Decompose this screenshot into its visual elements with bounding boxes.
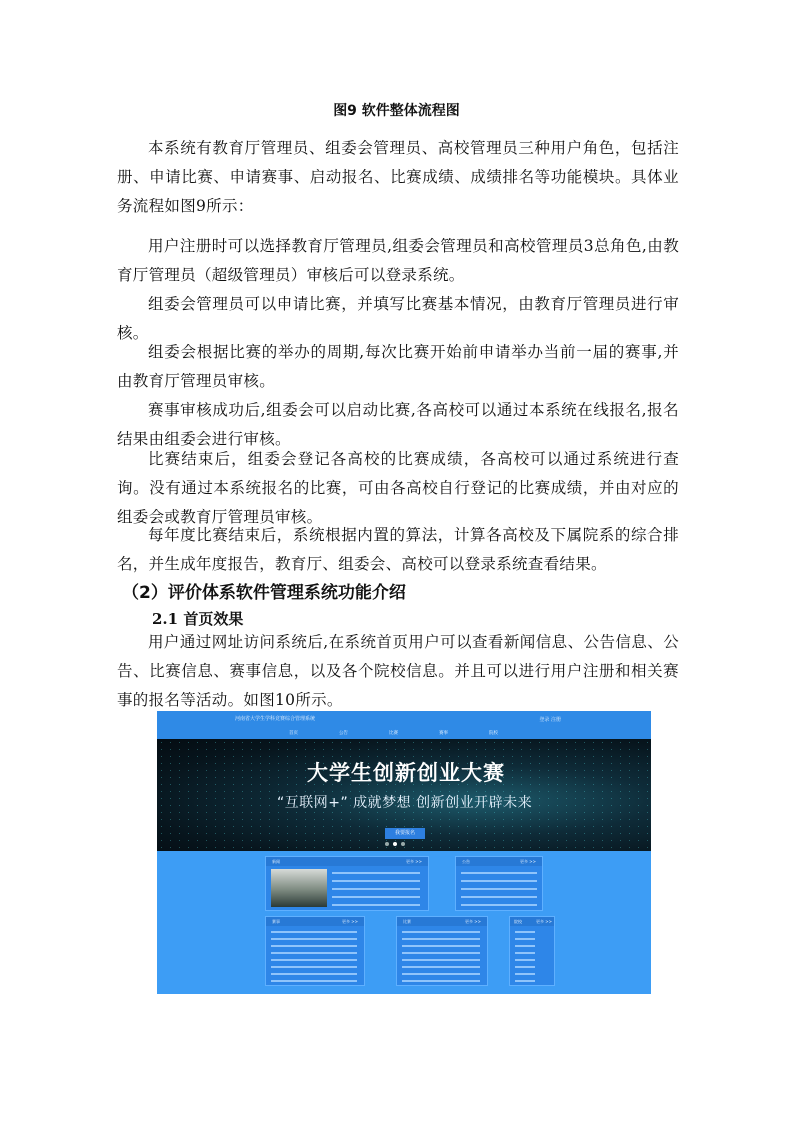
- banner-subtitle: “互联网+” 成就梦想 创新创业开辟未来: [277, 795, 533, 811]
- panel-title: 赛事: [272, 919, 280, 924]
- list-item[interactable]: [271, 959, 357, 961]
- more-link[interactable]: 更多 >>: [465, 919, 481, 924]
- list-item[interactable]: [515, 959, 535, 961]
- list-item[interactable]: [402, 945, 480, 947]
- list-item[interactable]: [515, 980, 535, 982]
- list-item[interactable]: [515, 952, 535, 954]
- list-item[interactable]: [515, 931, 535, 933]
- list-item[interactable]: [332, 896, 420, 898]
- hero-banner: [157, 739, 651, 851]
- carousel-dot[interactable]: [393, 842, 397, 846]
- list-item[interactable]: [271, 945, 357, 947]
- list-item[interactable]: [402, 980, 480, 982]
- list-item[interactable]: [515, 945, 535, 947]
- list-item[interactable]: [271, 973, 357, 975]
- paragraph-homepage: 用户通过网址访问系统后,在系统首页用户可以查看新闻信息、公告信息、公告、比赛信息、赛事信息，以及各个院校信息。并且可以进行用户注册和相关赛事的报名等活动。如图10所示。: [117, 633, 679, 709]
- list-item[interactable]: [402, 973, 480, 975]
- news-panel: [265, 856, 429, 911]
- site-nav: [157, 730, 651, 739]
- list-item[interactable]: [332, 880, 420, 882]
- news-photo[interactable]: [271, 869, 327, 907]
- list-item[interactable]: [402, 959, 480, 961]
- carousel-dot[interactable]: [385, 842, 389, 846]
- paragraph-apply-event: 组委会根据比赛的举办的周期,每次比赛开始前申请举办当前一届的赛事,并由教育厅管理员审核。: [117, 343, 679, 390]
- login-register-links[interactable]: 登录 注册: [539, 717, 561, 723]
- list-item[interactable]: [402, 966, 480, 968]
- list-item[interactable]: [402, 938, 480, 940]
- list-item[interactable]: [461, 896, 537, 898]
- list-item[interactable]: [271, 952, 357, 954]
- more-link[interactable]: 更多 >>: [520, 859, 536, 864]
- paragraph-apply-competition: 组委会管理员可以申请比赛，并填写比赛基本情况，由教育厅管理员进行审核。: [117, 295, 679, 342]
- paragraph-results: 比赛结束后，组委会登记各高校的比赛成绩，各高校可以通过系统进行查询。没有通过本系统报名的比赛，可由各高校自行登记的比赛成绩，并由对应的组委会或教育厅管理员审核。: [117, 450, 679, 526]
- homepage-screenshot: [157, 711, 651, 994]
- list-item[interactable]: [402, 952, 480, 954]
- nav-item-home[interactable]: 首页: [289, 731, 298, 736]
- panel-title: 比赛: [403, 919, 411, 924]
- nav-item-event[interactable]: 赛事: [439, 731, 448, 736]
- subsection-heading: 2.1 首页效果: [152, 610, 244, 628]
- paragraph-ranking: 每年度比赛结束后，系统根据内置的算法，计算各高校及下属院系的综合排名，并生成年度报告，教育厅、组委会、高校可以登录系统查看结果。: [117, 526, 679, 573]
- list-item[interactable]: [332, 872, 420, 874]
- panel-title: 院校: [514, 919, 522, 924]
- list-item[interactable]: [515, 966, 535, 968]
- more-link[interactable]: 更多 >>: [342, 919, 358, 924]
- nav-item-competition[interactable]: 比赛: [389, 731, 398, 736]
- panel-title: 公告: [462, 859, 470, 864]
- carousel-dot[interactable]: [401, 842, 405, 846]
- list-item[interactable]: [271, 938, 357, 940]
- paragraph-start-registration: 赛事审核成功后,组委会可以启动比赛,各高校可以通过本系统在线报名,报名结果由组委会进行审核。: [117, 401, 679, 448]
- list-item[interactable]: [271, 966, 357, 968]
- section-heading: （2）评价体系软件管理系统功能介绍: [122, 583, 406, 603]
- panel-title: 新闻: [272, 859, 280, 864]
- list-item[interactable]: [461, 880, 537, 882]
- site-header: [157, 711, 651, 739]
- figure-9-caption: 图9 软件整体流程图: [333, 103, 460, 119]
- nav-item-school[interactable]: 院校: [489, 731, 498, 736]
- list-item[interactable]: [271, 931, 357, 933]
- paragraph-intro: 本系统有教育厅管理员、组委会管理员、高校管理员三种用户角色，包括注册、申请比赛、申请赛事、启动报名、比赛成绩、成绩排名等功能模块。具体业务流程如图9所示：: [117, 139, 679, 215]
- list-item[interactable]: [515, 938, 535, 940]
- more-link[interactable]: 更多 >>: [406, 859, 422, 864]
- banner-title: 大学生创新创业大赛: [307, 760, 505, 785]
- register-button[interactable]: 我要报名: [385, 828, 425, 839]
- nav-item-notice[interactable]: 公告: [339, 731, 348, 736]
- list-item[interactable]: [271, 980, 357, 982]
- more-link[interactable]: 更多 >>: [536, 919, 552, 924]
- site-title: 河南省大学生学科竞赛综合管理系统: [235, 716, 316, 722]
- list-item[interactable]: [515, 973, 535, 975]
- list-item[interactable]: [461, 872, 537, 874]
- list-item[interactable]: [332, 888, 420, 890]
- list-item[interactable]: [461, 904, 537, 906]
- paragraph-register: 用户注册时可以选择教育厅管理员,组委会管理员和高校管理员3总角色,由教育厅管理员（超级管理员）审核后可以登录系统。: [117, 237, 679, 284]
- school-panel: [509, 916, 555, 986]
- notice-panel: [455, 856, 543, 911]
- list-item[interactable]: [461, 888, 537, 890]
- list-item[interactable]: [332, 904, 420, 906]
- event-panel: [265, 916, 365, 986]
- list-item[interactable]: [402, 931, 480, 933]
- competition-panel: [396, 916, 488, 986]
